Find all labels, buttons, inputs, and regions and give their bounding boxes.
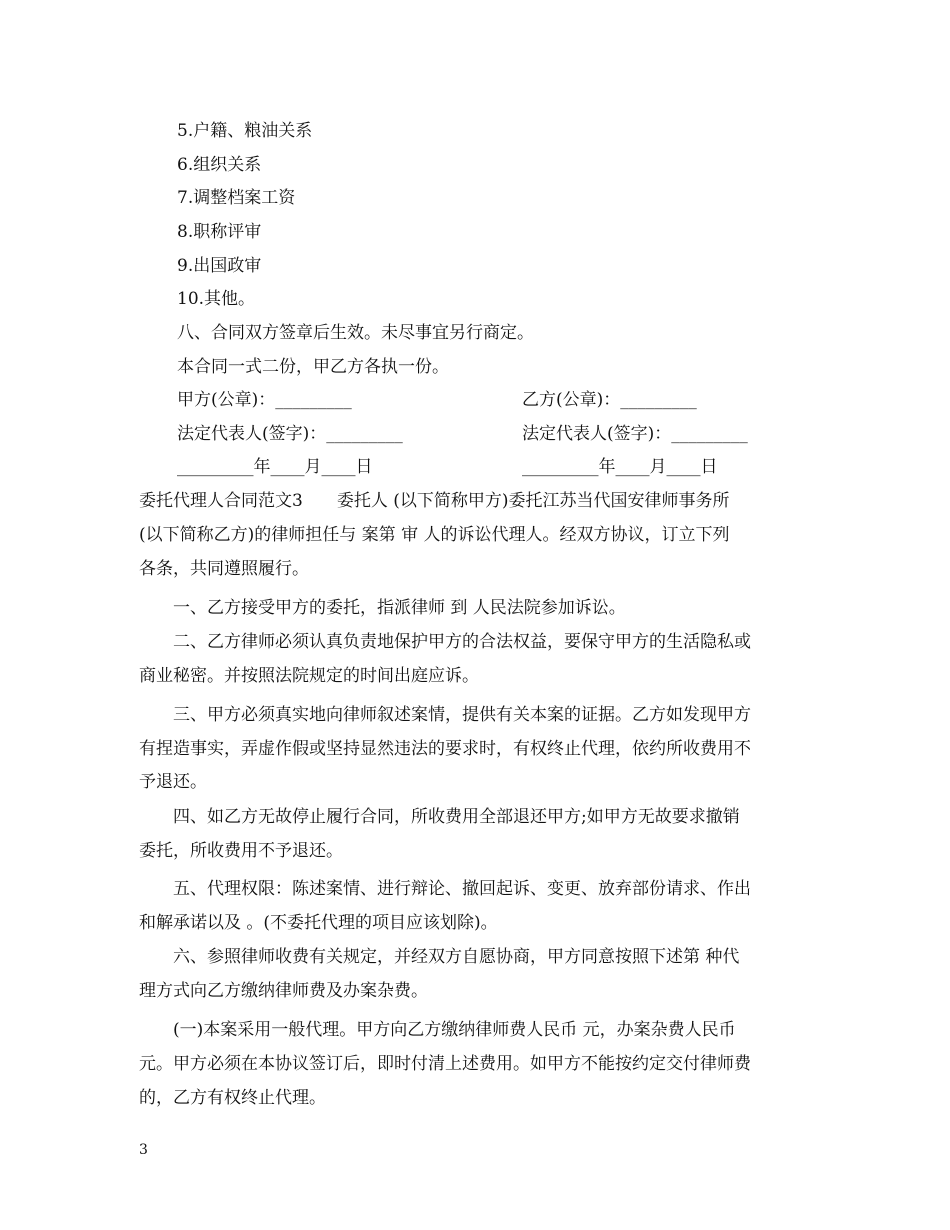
party-a-date: _________年____月____日 (177, 457, 373, 477)
paragraph-line: (一)本案采用一般代理。甲方向乙方缴纳律师费人民币 元，办案杂费人民币 (139, 1020, 736, 1040)
clause-eight: 八、合同双方签章后生效。未尽事宜另行商定。 (177, 323, 534, 343)
list-item: 5.户籍、粮油关系 (177, 121, 313, 141)
copies-clause: 本合同一式二份，甲乙方各执一份。 (177, 357, 449, 377)
paragraph-line: 一、乙方接受甲方的委托，指派律师 到 人民法院参加诉讼。 (139, 598, 626, 618)
party-b-seal: 乙方(公章)：_________ (522, 390, 697, 410)
list-item: 8.职称评审 (177, 222, 262, 242)
paragraph-line: 和解承诺以及 。(不委托代理的项目应该划除)。 (139, 913, 498, 933)
paragraph-line: 委托，所收费用不予退还。 (139, 841, 343, 861)
party-b-date: _________年____月____日 (522, 457, 718, 477)
paragraph-line: 理方式向乙方缴纳律师费及办案杂费。 (139, 981, 428, 1001)
paragraph-line: 各条，共同遵照履行。 (139, 559, 309, 579)
party-a-representative: 法定代表人(签字)：_________ (177, 424, 403, 444)
list-item: 9.出国政审 (177, 256, 262, 276)
party-b-representative: 法定代表人(签字)：_________ (522, 424, 748, 444)
paragraph-line: 予退还。 (139, 772, 207, 792)
paragraph-line: 五、代理权限：陈述案情、进行辩论、撤回起诉、变更、放弃部份请求、作出 (139, 879, 751, 899)
party-a-seal: 甲方(公章)：_________ (177, 390, 352, 410)
paragraph-line: 元。甲方必须在本协议签订后，即时付清上述费用。如甲方不能按约定交付律师费 (139, 1054, 751, 1074)
list-item: 6.组织关系 (177, 155, 262, 175)
page-number: 3 (139, 1142, 148, 1158)
paragraph-line: 三、甲方必须真实地向律师叙述案情，提供有关本案的证据。乙方如发现甲方 (139, 705, 751, 725)
paragraph-line: 商业秘密。并按照法院规定的时间出庭应诉。 (139, 666, 479, 686)
paragraph-line: 有捏造事实，弄虚作假或坚持显然违法的要求时，有权终止代理，依约所收费用不 (139, 739, 751, 759)
paragraph-line: 六、参照律师收费有关规定，并经双方自愿协商，甲方同意按照下述第 种代 (139, 947, 740, 967)
section-heading: 委托代理人合同范文3 委托人 (以下简称甲方)委托江苏当代国安律师事务所 (139, 491, 730, 511)
list-item: 10.其他。 (177, 289, 256, 309)
list-item: 7.调整档案工资 (177, 188, 296, 208)
paragraph-line: (以下简称乙方)的律师担任与 案第 审 人的诉讼代理人。经双方协议，订立下列 (139, 525, 730, 545)
paragraph-line: 二、乙方律师必须认真负责地保护甲方的合法权益，要保守甲方的生活隐私或 (139, 632, 751, 652)
paragraph-line: 四、如乙方无故停止履行合同，所收费用全部退还甲方;如甲方无故要求撤销 (139, 807, 740, 827)
paragraph-line: 的，乙方有权终止代理。 (139, 1088, 326, 1108)
